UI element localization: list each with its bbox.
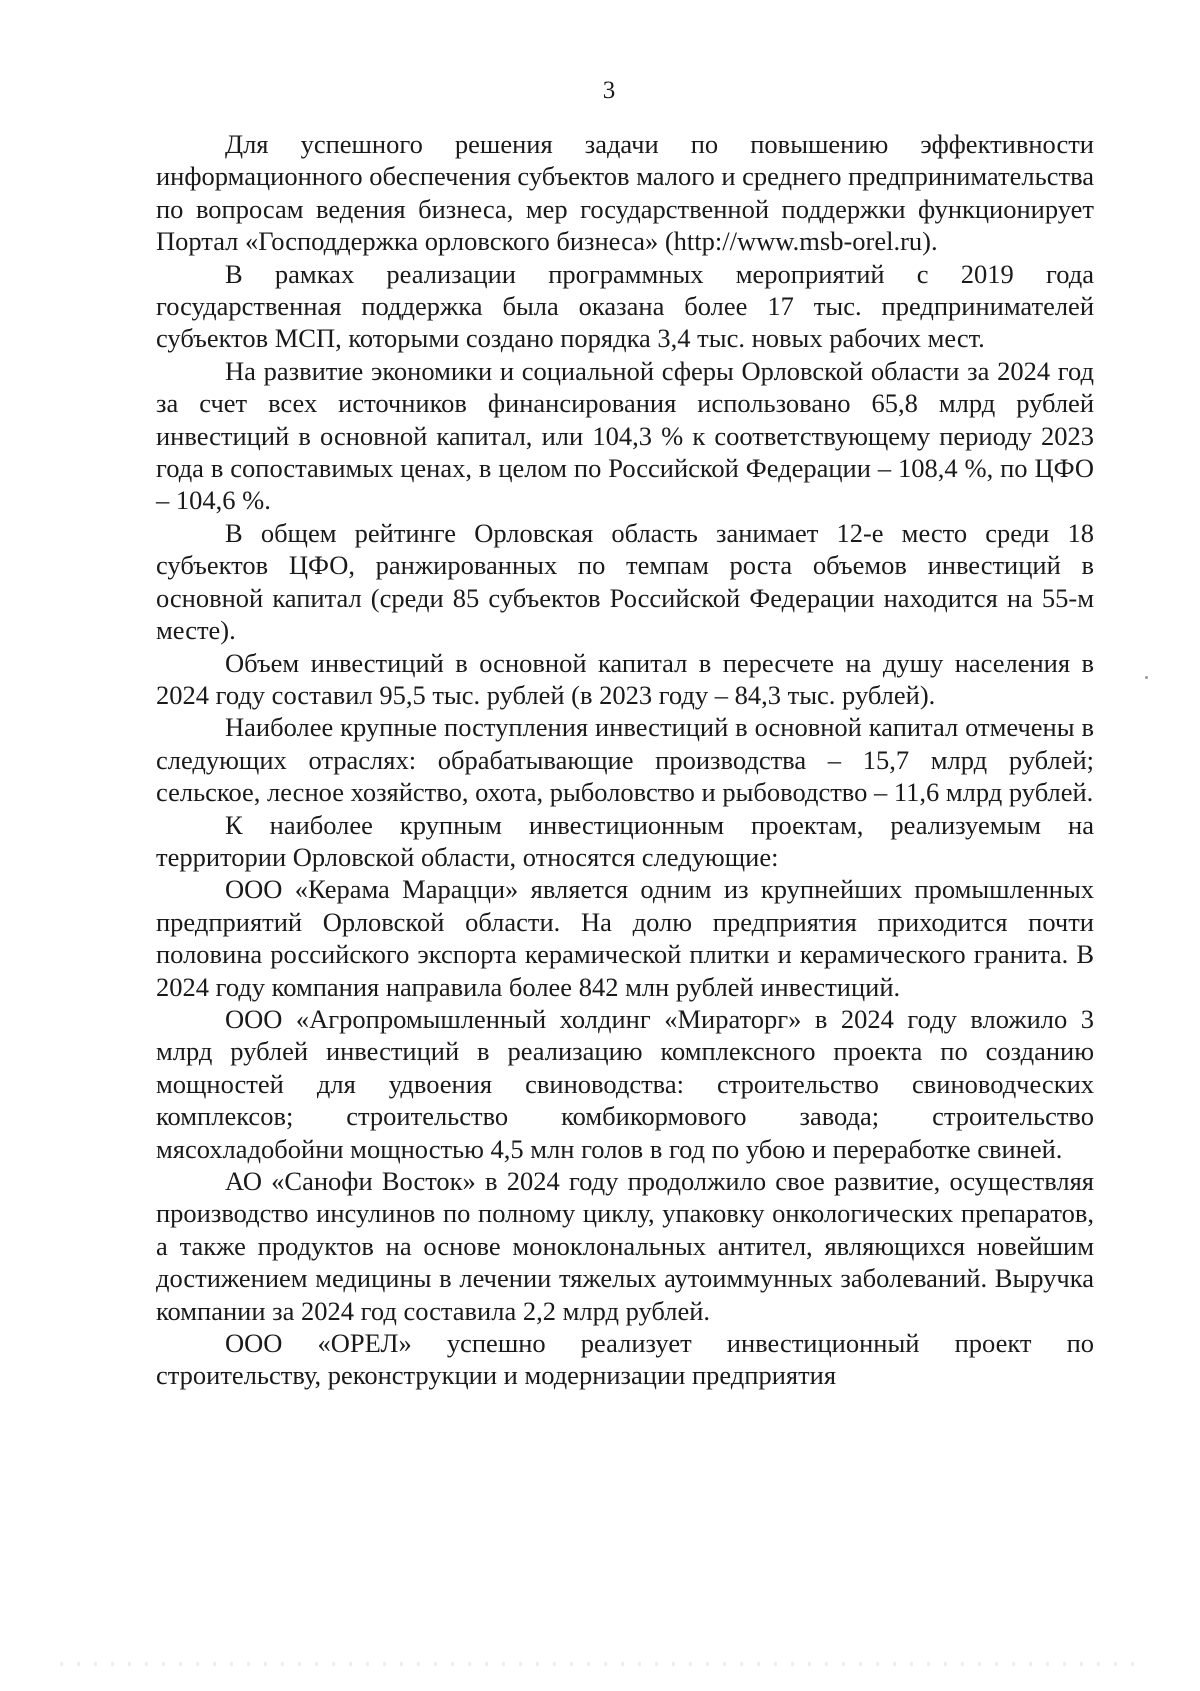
paragraph-support-programs: В рамках реализации программных мероприятий с 2019 года государственная поддержка была оказана более 17 тыс. предпринимателей субъектов МСП, которыми создано порядка 3,4 тыс. новых рабочих мест. [156,258,1094,354]
body-text [156,128,1094,1392]
paragraph-sanofi: АО «Санофи Восток» в 2024 году продолжило свое развитие, осуществляя производство инсулинов по полному циклу, упаковку онкологических препаратов, а также продуктов на основе моноклональных антител, являющихся новейшим достижением медицины в лечении тяжелых аутоиммунных заболеваний. Выручка компании за 2024 год составила 2,2 млрд рублей. [156,1166,1094,1326]
scan-artifact-dot [1145,676,1148,679]
paragraph-miratorg: ООО «Агропромышленный холдинг «Мираторг» в 2024 году вложило 3 млрд рублей инвестиций в реализацию комплексного проекта по созданию мощностей для удвоения свиноводства: строительство свиноводческих комплексов; строительство комбикормового завода; строительство мясохладобойни мощностью 4,5 млн голов в год по убою и переработке свиней. [156,1003,1094,1164]
paragraph-per-capita: Объем инвестиций в основной капитал в пересчете на душу населения в 2024 году составил 95,5 тыс. рублей (в 2023 году – 84,3 тыс. рублей). [156,647,1094,710]
paragraph-orel: ООО «ОРЕЛ» успешно реализует инвестиционный проект по строительству, реконструкции и модернизации предприятия [156,1328,1094,1391]
paragraph-portal: Для успешного решения задачи по повышению эффективности информационного обеспечения субъектов малого и среднего предпринимательства по вопросам ведения бизнеса, мер государственной поддержки функционирует Портал «Господдержка орловского бизнеса» (http://www.msb-orel.ru). [156,129,1094,257]
paragraph-rating: В общем рейтинге Орловская область занимает 12-е место среди 18 субъектов ЦФО, ранжированных по темпам роста объемов инвестиций в основной капитал (среди 85 субъектов Российской Федерации находится на 55-м месте). [156,517,1094,646]
paragraph-sectors: Наиболее крупные поступления инвестиций в основной капитал отмечены в следующих отраслях: обрабатывающие производства – 15,7 млрд рублей; сельское, лесное хозяйство, охота, рыболовство и рыбоводство – 11,6 млрд рублей. [156,712,1094,808]
paragraph-kerama-marazzi: ООО «Керама Марацци» является одним из крупнейших промышленных предприятий Орловской области. На долю предприятия приходится почти половина российского экспорта керамической плитки и керамического гранита. В 2024 году компания направила более 842 млн рублей инвестиций. [156,874,1094,1002]
paragraph-projects-intro: К наиболее крупным инвестиционным проектам, реализуемым на территории Орловской области, относятся следующие: [156,809,1094,872]
paragraph-investment-total: На развитие экономики и социальной сферы Орловской области за 2024 год за счет всех источников финансирования использовано 65,8 млрд рублей инвестиций в основной капитал, или 104,3 % к соответствующему периоду 2023 года в сопоставимых ценах, в целом по Российской Федерации – 108,4 %, по ЦФО – 104,6 %. [156,355,1094,516]
page-number: 3 [602,77,616,104]
scan-artifact-noise [60,1662,1140,1666]
